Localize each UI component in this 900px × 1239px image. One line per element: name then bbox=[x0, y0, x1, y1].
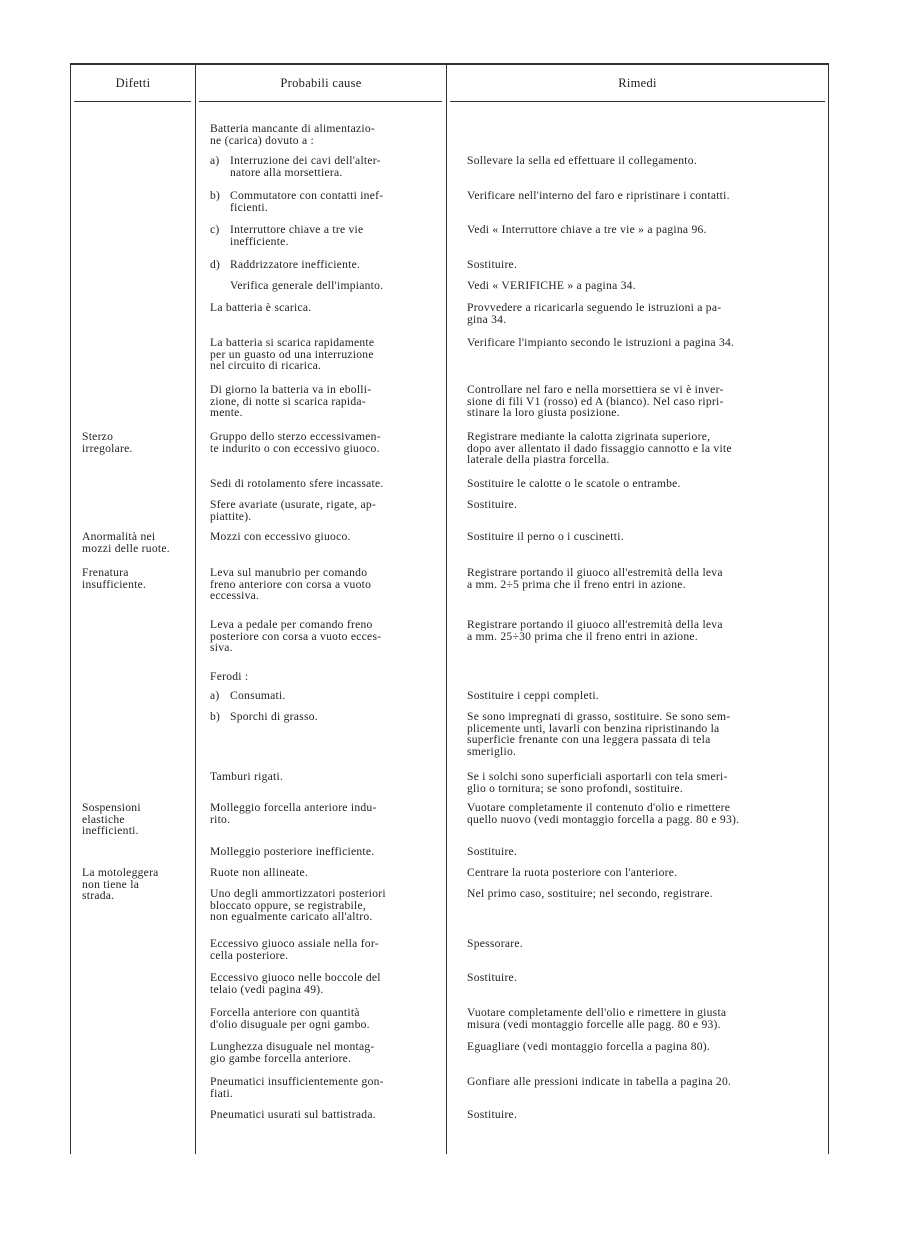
cause-text: Consumati. bbox=[230, 689, 286, 702]
remedy-text: Vuotare completamente dell'olio e rimettere in giusta misura (vedi montaggio forcelle alle pagg. 80 e 93). bbox=[467, 1006, 727, 1031]
table-right-border bbox=[828, 63, 829, 1154]
remedy-text: Se sono impregnati di grasso, sostituire. Se sono sem- plicemente unti, lavarli con benzina ripristinando la superficie frenante con una leggera passata di tela smeriglio. bbox=[467, 710, 731, 758]
remedy-text: Vedi « VERIFICHE » a pagina 34. bbox=[467, 279, 636, 292]
remedy-text: Sostituire i ceppi completi. bbox=[467, 689, 599, 702]
cause-text: Leva sul manubrio per comando freno anteriore con corsa a vuoto eccessiva. bbox=[210, 566, 372, 603]
remedy-text: Verificare nell'interno del faro e ripristinare i contatti. bbox=[467, 189, 730, 202]
remedy-text: Registrare portando il giuoco all'estremità della leva a mm. 25÷30 prima che il freno entri in azione. bbox=[467, 618, 723, 643]
cause-text: Tamburi rigati. bbox=[210, 770, 284, 783]
cause-text: Interruttore chiave a tre vie inefficiente. bbox=[230, 223, 364, 248]
column-divider-1 bbox=[195, 63, 196, 1154]
defect-text: La motoleggera non tiene la strada. bbox=[82, 866, 159, 903]
cause-label: b) bbox=[210, 710, 221, 723]
cause-text: Sfere avariate (usurate, rigate, ap- piattite). bbox=[210, 498, 377, 523]
remedy-text: Sollevare la sella ed effettuare il collegamento. bbox=[467, 154, 697, 167]
cause-text: Pneumatici usurati sul battistrada. bbox=[210, 1108, 376, 1121]
remedy-text: Spessorare. bbox=[467, 937, 523, 950]
remedy-text: Registrare mediante la calotta zigrinata superiore, dopo aver allentato il dado fissaggio cannotto e la vite laterale della piastra forcella. bbox=[467, 430, 732, 467]
remedy-text: Sostituire. bbox=[467, 971, 518, 984]
header-underline-2 bbox=[199, 101, 442, 102]
cause-text: Ruote non allineate. bbox=[210, 866, 309, 879]
cause-text: Uno degli ammortizzatori posteriori bloccato oppure, se registrabile, non egualmente caricato all'altro. bbox=[210, 887, 386, 924]
remedy-text: Vedi « Interruttore chiave a tre vie » a pagina 96. bbox=[467, 223, 707, 236]
cause-text: Di giorno la batteria va in ebolli- zione, di notte si scarica rapida- mente. bbox=[210, 383, 372, 420]
remedy-text: Sostituire. bbox=[467, 1108, 518, 1121]
column-divider-2 bbox=[446, 63, 447, 1154]
cause-text: Leva a pedale per comando freno posteriore con corsa a vuoto ecces- siva. bbox=[210, 618, 382, 655]
remedy-text: Sostituire il perno o i cuscinetti. bbox=[467, 530, 624, 543]
remedy-text: Sostituire. bbox=[467, 845, 518, 858]
cause-text: Pneumatici insufficientemente gon- fiati. bbox=[210, 1075, 384, 1100]
defect-text: Anormalità nei mozzi delle ruote. bbox=[82, 530, 170, 555]
cause-text: Eccessivo giuoco assiale nella for- cella posteriore. bbox=[210, 937, 379, 962]
header-underline-3 bbox=[450, 101, 825, 102]
table-left-border bbox=[70, 63, 71, 1154]
cause-label: c) bbox=[210, 223, 220, 236]
cause-text: Mozzi con eccessivo giuoco. bbox=[210, 530, 351, 543]
remedy-text: Verificare l'impianto secondo le istruzioni a pagina 34. bbox=[467, 336, 735, 349]
header-probabili-cause: Probabili cause bbox=[280, 76, 362, 90]
cause-text: Raddrizzatore inefficiente. bbox=[230, 258, 361, 271]
remedy-text: Vuotare completamente il contenuto d'olio e rimettere quello nuovo (vedi montaggio forcella a pagg. 80 e 93). bbox=[467, 801, 740, 826]
cause-text: Eccessivo giuoco nelle boccole del telaio (vedi pagina 49). bbox=[210, 971, 381, 996]
header-underline-1 bbox=[74, 101, 191, 102]
cause-text: Ferodi : bbox=[210, 670, 249, 683]
remedy-text: Se i solchi sono superficiali asportarli con tela smeri- glio o tornitura; se sono profondi, sostituire. bbox=[467, 770, 728, 795]
cause-text: Molleggio forcella anteriore indu- rito. bbox=[210, 801, 377, 826]
remedy-text: Nel primo caso, sostituire; nel secondo, registrare. bbox=[467, 887, 713, 900]
cause-text: Interruzione dei cavi dell'alter- natore alla morsettiera. bbox=[230, 154, 381, 179]
remedy-text: Registrare portando il giuoco all'estremità della leva a mm. 2÷5 prima che il freno entri in azione. bbox=[467, 566, 723, 591]
remedy-text: Sostituire le calotte o le scatole o entrambe. bbox=[467, 477, 681, 490]
table-top-border bbox=[70, 63, 829, 65]
cause-text: Gruppo dello sterzo eccessivamen- te indurito o con eccessivo giuoco. bbox=[210, 430, 381, 455]
defect-text: Frenatura insufficiente. bbox=[82, 566, 147, 591]
cause-text: Batteria mancante di alimentazio- ne (carica) dovuto a : bbox=[210, 122, 376, 147]
defect-text: Sospensioni elastiche inefficienti. bbox=[82, 801, 141, 838]
cause-label: b) bbox=[210, 189, 221, 202]
cause-label: a) bbox=[210, 689, 220, 702]
cause-text: La batteria è scarica. bbox=[210, 301, 312, 314]
cause-text: La batteria si scarica rapidamente per un guasto od una interruzione nel circuito di ricarica. bbox=[210, 336, 375, 373]
cause-text: Verifica generale dell'impianto. bbox=[230, 279, 384, 292]
cause-text: Sporchi di grasso. bbox=[230, 710, 318, 723]
remedy-text: Sostituire. bbox=[467, 498, 518, 511]
header-difetti: Difetti bbox=[115, 76, 151, 90]
remedy-text: Sostituire. bbox=[467, 258, 518, 271]
remedy-text: Centrare la ruota posteriore con l'anteriore. bbox=[467, 866, 678, 879]
header-rimedi: Rimedi bbox=[618, 76, 657, 90]
remedy-text: Provvedere a ricaricarla seguendo le istruzioni a pa- gina 34. bbox=[467, 301, 722, 326]
remedy-text: Eguagliare (vedi montaggio forcella a pagina 80). bbox=[467, 1040, 711, 1053]
remedy-text: Controllare nel faro e nella morsettiera se vi è inver- sione di fili V1 (rosso) ed A (bianco). Nel caso ripri- stinare la loro giusta posizione. bbox=[467, 383, 724, 420]
cause-label: a) bbox=[210, 154, 220, 167]
defect-text: Sterzo irregolare. bbox=[82, 430, 133, 455]
cause-text: Forcella anteriore con quantità d'olio disuguale per ogni gambo. bbox=[210, 1006, 370, 1031]
cause-text: Commutatore con contatti inef- ficienti. bbox=[230, 189, 384, 214]
cause-text: Sedi di rotolamento sfere incassate. bbox=[210, 477, 384, 490]
cause-text: Lunghezza disuguale nel montag- gio gambe forcella anteriore. bbox=[210, 1040, 375, 1065]
remedy-text: Gonfiare alle pressioni indicate in tabella a pagina 20. bbox=[467, 1075, 732, 1088]
cause-label: d) bbox=[210, 258, 221, 271]
cause-text: Molleggio posteriore inefficiente. bbox=[210, 845, 375, 858]
